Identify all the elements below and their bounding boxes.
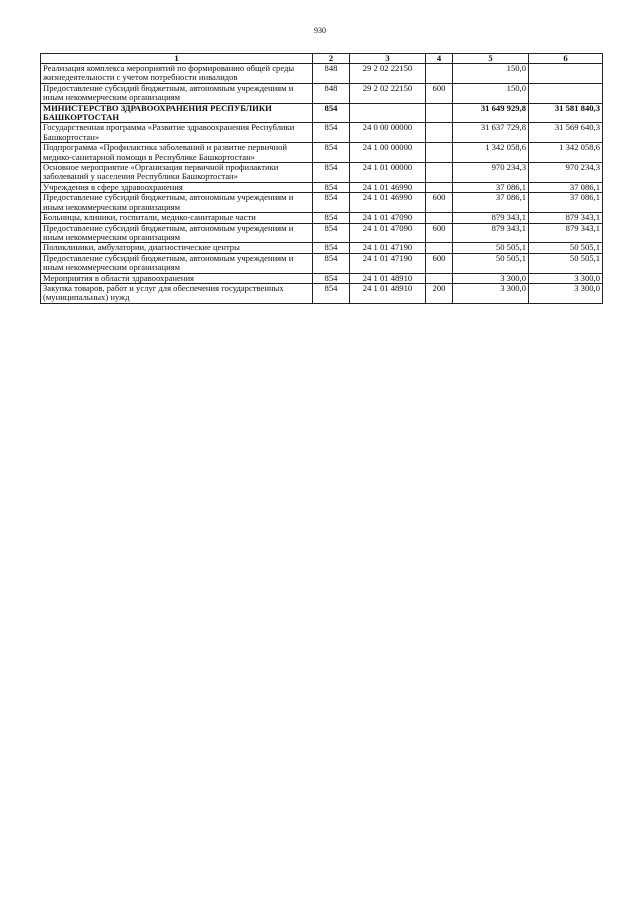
row-type-cell (426, 103, 453, 123)
row-amount-1-cell: 31 649 929,8 (453, 103, 529, 123)
row-article-cell: 24 0 00 00000 (350, 123, 426, 143)
table-row (41, 182, 603, 192)
row-type-cell (426, 64, 453, 84)
row-amount-1-cell: 50 505,1 (453, 243, 529, 253)
row-type-cell: 600 (426, 83, 453, 103)
row-amount-2-cell: 50 505,1 (529, 253, 603, 273)
row-code-cell: 854 (313, 273, 350, 283)
row-code-cell: 854 (313, 143, 350, 163)
row-amount-1-cell: 37 086,1 (453, 182, 529, 192)
row-amount-2-cell: 31 581 840,3 (529, 103, 603, 123)
row-amount-2-cell: 3 300,0 (529, 273, 603, 283)
row-amount-2-cell: 3 300,0 (529, 283, 603, 303)
table-row (41, 123, 603, 143)
row-name-cell: Основное мероприятие «Организация первичной профилактики заболеваний у населения Республики Башкортостан» (41, 163, 313, 183)
header-cell-2: 2 (313, 54, 350, 64)
row-name-cell: Реализация комплекса мероприятий по формированию общей среды жизнедеятельности с учетом потребности инвалидов (41, 64, 313, 84)
row-article-cell: 24 1 01 48910 (350, 273, 426, 283)
row-code-cell: 854 (313, 223, 350, 243)
row-code-cell: 848 (313, 64, 350, 84)
header-cell-1: 1 (41, 54, 313, 64)
budget-table (40, 53, 603, 304)
row-type-cell (426, 273, 453, 283)
table-body (41, 64, 603, 304)
row-code-cell: 854 (313, 283, 350, 303)
row-amount-1-cell: 31 637 729,8 (453, 123, 529, 143)
row-article-cell: 24 1 01 46990 (350, 193, 426, 213)
header-cell-5: 5 (453, 54, 529, 64)
row-name-cell: Государственная программа «Развитие здравоохранения Республики Башкортостан» (41, 123, 313, 143)
row-article-cell: 24 1 00 00000 (350, 143, 426, 163)
row-code-cell: 854 (313, 182, 350, 192)
header-cell-6: 6 (529, 54, 603, 64)
row-article-cell: 29 2 02 22150 (350, 64, 426, 84)
row-type-cell (426, 163, 453, 183)
row-type-cell (426, 182, 453, 192)
page-number: 930 (314, 26, 326, 35)
row-code-cell: 848 (313, 83, 350, 103)
row-amount-2-cell: 970 234,3 (529, 163, 603, 183)
table-row (41, 64, 603, 84)
row-type-cell: 200 (426, 283, 453, 303)
row-article-cell: 24 1 01 47190 (350, 243, 426, 253)
row-amount-2-cell: 50 505,1 (529, 243, 603, 253)
row-article-cell: 29 2 02 22150 (350, 83, 426, 103)
row-name-cell: Больницы, клиники, госпитали, медико-санитарные части (41, 213, 313, 223)
row-name-cell: Предоставление субсидий бюджетным, автономным учреждениям и иным некоммерческим организациям (41, 83, 313, 103)
row-name-cell: Закупка товаров, работ и услуг для обеспечения государственных (муниципальных) нужд (41, 283, 313, 303)
row-article-cell: 24 1 01 00000 (350, 163, 426, 183)
row-type-cell (426, 243, 453, 253)
table-row (41, 103, 603, 123)
row-name-cell: Подпрограмма «Профилактика заболеваний и развитие первичной медико-санитарной помощи в Республике Башкортостан» (41, 143, 313, 163)
row-amount-1-cell: 150,0 (453, 83, 529, 103)
row-name-cell: Поликлиники, амбулатории, диагностические центры (41, 243, 313, 253)
row-article-cell (350, 103, 426, 123)
row-article-cell: 24 1 01 47090 (350, 223, 426, 243)
row-amount-2-cell: 879 343,1 (529, 223, 603, 243)
row-name-cell: Мероприятия в области здравоохранения (41, 273, 313, 283)
row-article-cell: 24 1 01 48910 (350, 283, 426, 303)
row-code-cell: 854 (313, 213, 350, 223)
row-type-cell (426, 123, 453, 143)
table-row (41, 213, 603, 223)
row-amount-1-cell: 150,0 (453, 64, 529, 84)
table-row (41, 163, 603, 183)
row-code-cell: 854 (313, 103, 350, 123)
row-amount-2-cell: 1 342 058,6 (529, 143, 603, 163)
header-cell-4: 4 (426, 54, 453, 64)
row-type-cell (426, 213, 453, 223)
row-amount-1-cell: 1 342 058,6 (453, 143, 529, 163)
row-name-cell: МИНИСТЕРСТВО ЗДРАВООХРАНЕНИЯ РЕСПУБЛИКИ БАШКОРТОСТАН (41, 103, 313, 123)
row-name-cell: Предоставление субсидий бюджетным, автономным учреждениям и иным некоммерческим организациям (41, 253, 313, 273)
row-amount-1-cell: 970 234,3 (453, 163, 529, 183)
row-article-cell: 24 1 01 47090 (350, 213, 426, 223)
row-amount-1-cell: 50 505,1 (453, 253, 529, 273)
row-amount-2-cell: 879 343,1 (529, 213, 603, 223)
table-row (41, 243, 603, 253)
table-row (41, 193, 603, 213)
table-row (41, 223, 603, 243)
row-type-cell (426, 143, 453, 163)
row-amount-2-cell: 31 569 640,3 (529, 123, 603, 143)
table-header-row (41, 54, 603, 64)
row-amount-1-cell: 3 300,0 (453, 283, 529, 303)
row-amount-2-cell: 37 086,1 (529, 193, 603, 213)
row-name-cell: Предоставление субсидий бюджетным, автономным учреждениям и иным некоммерческим организациям (41, 223, 313, 243)
row-amount-1-cell: 3 300,0 (453, 273, 529, 283)
row-code-cell: 854 (313, 253, 350, 273)
table-row (41, 273, 603, 283)
table-row (41, 253, 603, 273)
table-row (41, 283, 603, 303)
row-amount-2-cell (529, 83, 603, 103)
row-name-cell: Учреждения в сфере здравоохранения (41, 182, 313, 192)
row-type-cell: 600 (426, 253, 453, 273)
row-code-cell: 854 (313, 193, 350, 213)
header-cell-3: 3 (350, 54, 426, 64)
row-code-cell: 854 (313, 123, 350, 143)
row-amount-1-cell: 879 343,1 (453, 223, 529, 243)
row-code-cell: 854 (313, 163, 350, 183)
row-amount-1-cell: 879 343,1 (453, 213, 529, 223)
row-article-cell: 24 1 01 46990 (350, 182, 426, 192)
row-amount-1-cell: 37 086,1 (453, 193, 529, 213)
row-type-cell: 600 (426, 223, 453, 243)
row-code-cell: 854 (313, 243, 350, 253)
row-amount-2-cell (529, 64, 603, 84)
row-name-cell: Предоставление субсидий бюджетным, автономным учреждениям и иным некоммерческим организациям (41, 193, 313, 213)
row-amount-2-cell: 37 086,1 (529, 182, 603, 192)
table-row (41, 143, 603, 163)
row-type-cell: 600 (426, 193, 453, 213)
table-row (41, 83, 603, 103)
row-article-cell: 24 1 01 47190 (350, 253, 426, 273)
